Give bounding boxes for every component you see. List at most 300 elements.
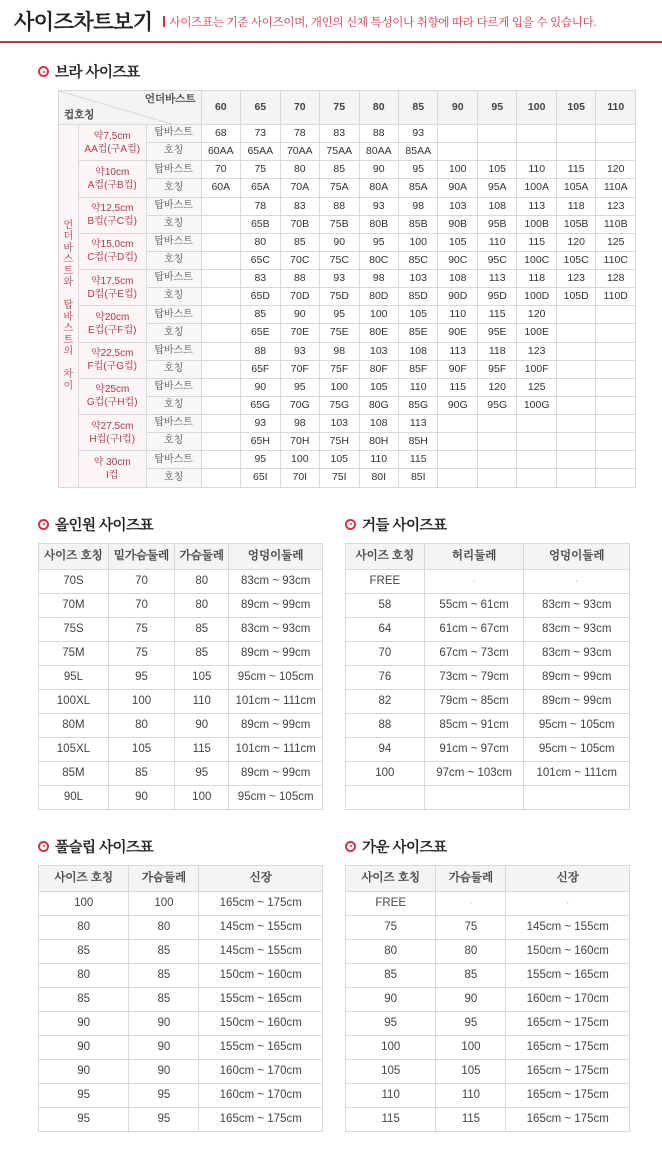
girdle-cell: 67cm ~ 73cm: [424, 641, 524, 665]
bra-cell: 85D: [399, 288, 438, 306]
gown-cell: 155cm ~ 165cm: [506, 963, 630, 987]
table-row: [346, 939, 630, 963]
bra-cup-label: 약25cm G컵(구H컵): [78, 378, 146, 414]
bra-cell: 90G: [438, 396, 477, 414]
bra-row-label: 호칭: [146, 433, 201, 451]
bra-cell: [556, 306, 595, 324]
bra-cell: 78: [280, 125, 319, 143]
bra-col-header-65: 65: [241, 91, 280, 125]
bra-cell: 65H: [241, 433, 280, 451]
table-row: [39, 617, 323, 641]
bra-cell: 115: [399, 451, 438, 469]
fullslip-column: [38, 836, 323, 1132]
bra-cell: 105: [359, 378, 398, 396]
bra-row-label: 탑바스트: [146, 270, 201, 288]
row-fullslip-gown: [38, 836, 644, 1132]
page-header: [0, 0, 662, 43]
bra-cup-label: 약10cm A컵(구B컵): [78, 161, 146, 197]
table-row: [346, 891, 630, 915]
bra-cell: [517, 451, 556, 469]
bra-cell: 75: [241, 161, 280, 179]
bra-cell: 123: [556, 270, 595, 288]
bra-cell: [201, 288, 240, 306]
bra-cell: [596, 306, 636, 324]
allinone-cell: 70: [108, 593, 174, 617]
bra-cell: [438, 125, 477, 143]
header-note-text: 사이즈표는 기준 사이즈이며, 개인의 신체 특성이나 취향에 따라 다르게 입을 수 있습니다.: [169, 17, 597, 30]
fullslip-cell: 160cm ~ 170cm: [199, 1059, 323, 1083]
table-row: [39, 915, 323, 939]
bra-row-label: 호칭: [146, 215, 201, 233]
bra-cell: 70G: [280, 396, 319, 414]
bra-cell: 110: [438, 306, 477, 324]
bra-row-label: 탑바스트: [146, 415, 201, 433]
bra-cell: 93: [320, 270, 359, 288]
table-row: [346, 641, 630, 665]
bra-cell: [477, 143, 516, 161]
bra-cell: 110: [399, 378, 438, 396]
girdle-cell: 83cm ~ 93cm: [524, 641, 630, 665]
fullslip-col-header: 가슴둘레: [129, 865, 199, 891]
bra-cell: 70H: [280, 433, 319, 451]
allinone-cell: 95L: [39, 665, 109, 689]
fullslip-cell: 100: [39, 891, 129, 915]
bra-cell: [556, 415, 595, 433]
bra-cell: 85A: [399, 179, 438, 197]
bra-cell: [201, 396, 240, 414]
bra-cell: [201, 360, 240, 378]
bra-cell: [201, 270, 240, 288]
table-row: [346, 1011, 630, 1035]
bra-cell: 85G: [399, 396, 438, 414]
gown-cell: 110: [436, 1083, 506, 1107]
bra-cell: [596, 342, 636, 360]
bra-cell: 120: [517, 306, 556, 324]
bra-cell: 80: [241, 233, 280, 251]
bra-cell: [477, 433, 516, 451]
bra-cell: 85AA: [399, 143, 438, 161]
bra-cell: 80: [280, 161, 319, 179]
bra-cup-label: 약27,5cm H컵(구I컵): [78, 415, 146, 451]
allinone-size-table: [38, 543, 323, 810]
bra-cell: 110: [477, 233, 516, 251]
bra-cell: 65F: [241, 360, 280, 378]
bra-cell: 85I: [399, 469, 438, 487]
bra-cell: [201, 342, 240, 360]
allinone-cell: 95: [175, 761, 229, 785]
bra-cell: [477, 469, 516, 487]
table-row: [39, 689, 323, 713]
fullslip-cell: 95: [39, 1083, 129, 1107]
bra-cell: 95: [320, 306, 359, 324]
bra-cell: 110: [517, 161, 556, 179]
section-title-fullslip: [38, 836, 323, 857]
bra-col-header-60: 60: [201, 91, 240, 125]
fullslip-col-header: 신장: [199, 865, 323, 891]
bra-row-label: 호칭: [146, 179, 201, 197]
section-title-bra-label: 브라 사이즈표: [55, 65, 140, 81]
header-note: [163, 16, 597, 33]
table-row: [39, 891, 323, 915]
bra-cell: [556, 469, 595, 487]
bra-cell: 105: [399, 306, 438, 324]
table-row: [39, 665, 323, 689]
table-row: [39, 761, 323, 785]
table-row: [346, 1083, 630, 1107]
corner-label-cup: 컵호칭: [64, 108, 95, 121]
bra-cell: [556, 396, 595, 414]
bra-cell: 85H: [399, 433, 438, 451]
fullslip-cell: 160cm ~ 170cm: [199, 1083, 323, 1107]
gown-cell: ·: [506, 891, 630, 915]
bra-cell: [477, 125, 516, 143]
bra-cell: 88: [320, 197, 359, 215]
allinone-cell: 85: [175, 617, 229, 641]
bra-cell: 95F: [477, 360, 516, 378]
bra-cell: 100B: [517, 215, 556, 233]
girdle-cell: 55cm ~ 61cm: [424, 593, 524, 617]
row-allinone-girdle: [38, 514, 644, 810]
bra-cell: 100A: [517, 179, 556, 197]
bra-cell: [596, 415, 636, 433]
fullslip-cell: 95: [39, 1107, 129, 1131]
section-title-gown-label: 가운 사이즈표: [362, 839, 447, 856]
bra-cell: 115: [477, 306, 516, 324]
bra-col-header-75: 75: [320, 91, 359, 125]
bra-cell: [438, 469, 477, 487]
table-row: [346, 785, 630, 809]
allinone-cell: 100XL: [39, 689, 109, 713]
note-accent-bar: [163, 16, 165, 27]
bra-cell: 125: [596, 233, 636, 251]
bra-cell: 98: [280, 415, 319, 433]
bra-cell: 123: [517, 342, 556, 360]
bra-cell: 108: [477, 197, 516, 215]
girdle-cell: 89cm ~ 99cm: [524, 665, 630, 689]
bra-row-label: 호칭: [146, 396, 201, 414]
bra-cell: [596, 451, 636, 469]
table-row: [39, 987, 323, 1011]
allinone-cell: 70M: [39, 593, 109, 617]
girdle-cell: 94: [346, 737, 425, 761]
bra-cell: 88: [241, 342, 280, 360]
gown-cell: 165cm ~ 175cm: [506, 1059, 630, 1083]
bra-cell: [596, 125, 636, 143]
bra-col-header-95: 95: [477, 91, 516, 125]
table-row: [39, 593, 323, 617]
fullslip-cell: 90: [39, 1011, 129, 1035]
bra-row-label: 탑바스트: [146, 197, 201, 215]
bra-cell: 118: [517, 270, 556, 288]
bra-cell: 90: [320, 233, 359, 251]
bra-row-label: 호칭: [146, 469, 201, 487]
bra-cell: [477, 415, 516, 433]
bra-cell: 85F: [399, 360, 438, 378]
bra-cell: 105: [320, 451, 359, 469]
bra-row-label: 호칭: [146, 143, 201, 161]
bra-cell: 90D: [438, 288, 477, 306]
bra-cell: [438, 415, 477, 433]
allinone-cell: 75: [108, 641, 174, 665]
bra-cell: 78: [241, 197, 280, 215]
table-row: [39, 1107, 323, 1131]
girdle-cell: 76: [346, 665, 425, 689]
section-title-allinone-label: 올인원 사이즈표: [55, 517, 154, 534]
bra-cell: 70AA: [280, 143, 319, 161]
allinone-cell: 90L: [39, 785, 109, 809]
fullslip-cell: 90: [129, 1035, 199, 1059]
bra-cell: [201, 324, 240, 342]
gown-cell: 95: [436, 1011, 506, 1035]
allinone-cell: 95cm ~ 105cm: [229, 785, 323, 809]
bra-cell: 110D: [596, 288, 636, 306]
table-row: [59, 125, 636, 143]
girdle-cell: 83cm ~ 93cm: [524, 593, 630, 617]
table-row: [59, 197, 636, 215]
bra-cell: [556, 451, 595, 469]
corner-label-under: 언더바스트: [144, 93, 196, 105]
girdle-cell: 95cm ~ 105cm: [524, 713, 630, 737]
allinone-cell: 89cm ~ 99cm: [229, 761, 323, 785]
bra-row-label: 탑바스트: [146, 378, 201, 396]
bra-cell: 105C: [556, 251, 595, 269]
table-row: [39, 737, 323, 761]
bra-cell: 90E: [438, 324, 477, 342]
bra-cell: [517, 125, 556, 143]
bra-cell: 100: [399, 233, 438, 251]
bra-size-table: [58, 90, 636, 488]
allinone-cell: 105XL: [39, 737, 109, 761]
fullslip-cell: 90: [129, 1011, 199, 1035]
table-row: [39, 1011, 323, 1035]
bra-row-label: 탑바스트: [146, 161, 201, 179]
bra-row-label: 호칭: [146, 251, 201, 269]
bra-cell: [201, 433, 240, 451]
bra-cell: 115: [438, 378, 477, 396]
fullslip-cell: 80: [129, 915, 199, 939]
table-row: [59, 378, 636, 396]
bra-cup-label: 약15,0cm C컵(구D컵): [78, 233, 146, 269]
bra-cell: 70C: [280, 251, 319, 269]
bra-table-wrap: [58, 90, 644, 488]
bra-cell: [201, 469, 240, 487]
bra-cell: 93: [280, 342, 319, 360]
table-row: [59, 451, 636, 469]
bra-cell: [556, 433, 595, 451]
bra-cell: 100F: [517, 360, 556, 378]
allinone-cell: 105: [108, 737, 174, 761]
table-row: [346, 593, 630, 617]
girdle-cell: 64: [346, 617, 425, 641]
bra-col-header-100: 100: [517, 91, 556, 125]
bra-cell: 100: [280, 451, 319, 469]
bra-cell: 75H: [320, 433, 359, 451]
fullslip-cell: 85: [129, 939, 199, 963]
fullslip-cell: 95: [129, 1083, 199, 1107]
bra-cell: [201, 233, 240, 251]
bullet-icon: [38, 66, 49, 77]
bra-cell: 100: [438, 161, 477, 179]
bra-cell: 128: [596, 270, 636, 288]
table-row: [59, 161, 636, 179]
bra-cell: 80C: [359, 251, 398, 269]
bra-col-header-85: 85: [399, 91, 438, 125]
allinone-cell: 115: [175, 737, 229, 761]
bra-cell: 95: [241, 451, 280, 469]
bra-cell: [556, 342, 595, 360]
gown-cell: 90: [346, 987, 436, 1011]
table-row: [39, 713, 323, 737]
girdle-cell: ·: [424, 569, 524, 593]
bra-cell: 83: [280, 197, 319, 215]
fullslip-cell: 85: [39, 939, 129, 963]
table-row: [59, 306, 636, 324]
bra-cell: 80F: [359, 360, 398, 378]
bra-cell: [438, 143, 477, 161]
gown-cell: 115: [346, 1107, 436, 1131]
bullet-icon: [345, 841, 356, 852]
fullslip-cell: 165cm ~ 175cm: [199, 1107, 323, 1131]
bra-cell: 118: [477, 342, 516, 360]
bra-table-corner: [59, 91, 202, 125]
girdle-cell: ·: [524, 569, 630, 593]
gown-cell: 150cm ~ 160cm: [506, 939, 630, 963]
table-row: [39, 785, 323, 809]
bra-row-label: 탑바스트: [146, 306, 201, 324]
bra-row-label: 호칭: [146, 360, 201, 378]
bra-cell: 90B: [438, 215, 477, 233]
bra-cell: 90F: [438, 360, 477, 378]
allinone-col-header: 밑가슴둘레: [108, 543, 174, 569]
section-title-girdle-label: 거들 사이즈표: [362, 517, 447, 534]
bra-cell: 65C: [241, 251, 280, 269]
bra-cell: [201, 451, 240, 469]
bra-cell: 65D: [241, 288, 280, 306]
girdle-col-header: 사이즈 호칭: [346, 543, 425, 569]
bra-cell: 120: [596, 161, 636, 179]
fullslip-cell: 85: [129, 987, 199, 1011]
gown-col-header: 신장: [506, 865, 630, 891]
section-title-fullslip-label: 풀슬립 사이즈표: [55, 839, 154, 856]
bra-cell: 73: [241, 125, 280, 143]
bra-cell: 98: [320, 342, 359, 360]
fullslip-cell: 155cm ~ 165cm: [199, 987, 323, 1011]
table-row: [39, 1059, 323, 1083]
bra-cup-label: 약22,5cm F컵(구G컵): [78, 342, 146, 378]
bra-cell: 123: [596, 197, 636, 215]
fullslip-cell: 90: [39, 1035, 129, 1059]
gown-cell: 80: [436, 939, 506, 963]
girdle-cell: 79cm ~ 85cm: [424, 689, 524, 713]
gown-cell: 80: [346, 939, 436, 963]
section-title-gown: [345, 836, 630, 857]
girdle-cell: 101cm ~ 111cm: [524, 761, 630, 785]
allinone-cell: 70: [108, 569, 174, 593]
allinone-cell: 90: [175, 713, 229, 737]
fullslip-cell: 155cm ~ 165cm: [199, 1035, 323, 1059]
girdle-cell: 70: [346, 641, 425, 665]
bra-cell: 100D: [517, 288, 556, 306]
bra-cell: 98: [399, 197, 438, 215]
allinone-cell: 85: [108, 761, 174, 785]
gown-cell: 105: [436, 1059, 506, 1083]
table-row: [59, 233, 636, 251]
bra-cell: 100: [359, 306, 398, 324]
bra-cell: 85: [320, 161, 359, 179]
bra-cell: 93: [241, 415, 280, 433]
bra-cell: 90A: [438, 179, 477, 197]
bra-cell: 90: [241, 378, 280, 396]
bra-cell: [596, 324, 636, 342]
bra-cell: 113: [517, 197, 556, 215]
bra-row-label: 탑바스트: [146, 342, 201, 360]
table-row: [39, 939, 323, 963]
allinone-cell: 89cm ~ 99cm: [229, 641, 323, 665]
gown-cell: 145cm ~ 155cm: [506, 915, 630, 939]
bra-row-label: 호칭: [146, 324, 201, 342]
bra-cell: 75AA: [320, 143, 359, 161]
girdle-cell: 83cm ~ 93cm: [524, 617, 630, 641]
bra-cup-label: 약12,5cm B컵(구C컵): [78, 197, 146, 233]
bra-cell: [556, 125, 595, 143]
bra-cell: [201, 251, 240, 269]
bra-cell: [556, 378, 595, 396]
bra-cell: 80D: [359, 288, 398, 306]
table-row: [39, 963, 323, 987]
bra-cell: 90: [280, 306, 319, 324]
bra-cell: [596, 433, 636, 451]
bra-cell: 95: [399, 161, 438, 179]
table-row: [39, 641, 323, 665]
gown-cell: 85: [436, 963, 506, 987]
bra-cell: 120: [556, 233, 595, 251]
table-row: [59, 415, 636, 433]
girdle-cell: 97cm ~ 103cm: [424, 761, 524, 785]
bra-cell: 98: [359, 270, 398, 288]
bra-cell: 70I: [280, 469, 319, 487]
bra-cell: 95B: [477, 215, 516, 233]
bra-cell: [596, 143, 636, 161]
gown-cell: 90: [436, 987, 506, 1011]
allinone-cell: 80: [175, 593, 229, 617]
bra-cell: 113: [477, 270, 516, 288]
bra-cell: 80H: [359, 433, 398, 451]
bra-cell: 83: [320, 125, 359, 143]
bra-cell: [556, 324, 595, 342]
gown-column: [345, 836, 630, 1132]
girdle-cell: [346, 785, 425, 809]
bra-cell: 110A: [596, 179, 636, 197]
bra-cell: 80I: [359, 469, 398, 487]
table-row: [346, 1035, 630, 1059]
bra-cell: [201, 415, 240, 433]
bra-cell: 120: [477, 378, 516, 396]
bra-cell: 65G: [241, 396, 280, 414]
fullslip-cell: 145cm ~ 155cm: [199, 939, 323, 963]
allinone-cell: 90: [108, 785, 174, 809]
girdle-col-header: 허리둘레: [424, 543, 524, 569]
gown-cell: 75: [436, 915, 506, 939]
section-title-allinone: [38, 514, 323, 535]
fullslip-cell: 95: [129, 1107, 199, 1131]
bra-cell: 75F: [320, 360, 359, 378]
gown-cell: 165cm ~ 175cm: [506, 1011, 630, 1035]
girdle-cell: 91cm ~ 97cm: [424, 737, 524, 761]
table-row: [39, 1035, 323, 1059]
section-title-bra: [38, 61, 644, 82]
table-row: [346, 665, 630, 689]
allinone-cell: 75M: [39, 641, 109, 665]
